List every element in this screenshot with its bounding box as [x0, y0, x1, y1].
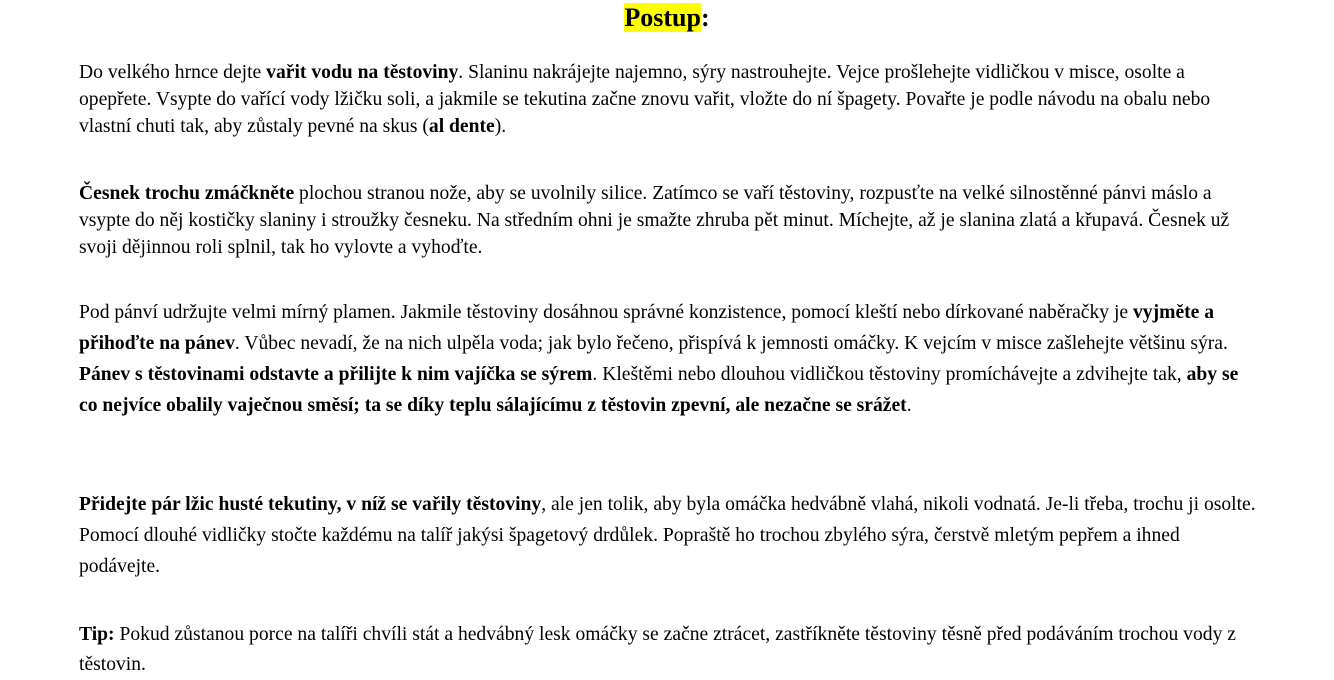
text-segment: ).: [494, 116, 507, 137]
text-segment: . Slaninu nakrájejte najemno, sýry nastrouhejte. Vejce prošlehejte vidličkou v misce, osolte a opepřete. Vsypte do vařící vody lžičku soli, a jakmile se tekutina začne znovu vařit, vložte do ní špagety. Povařte je podle návodu na obalu nebo vlastní chuti tak, aby zůstaly pevné na skus (: [79, 62, 1211, 137]
heading-title-highlight: Postup: [624, 3, 701, 32]
text-segment-bold: vyjměte a přihoďte na pánev: [79, 302, 1215, 354]
text-segment-bold: al dente: [428, 116, 495, 137]
text-segment: . Vůbec nevadí, že na nich ulpěla voda; jak bylo řečeno, přispívá k jemnosti omáčky. K vejcím v misce zašlehejte většinu sýra.: [234, 333, 1228, 354]
text-segment: Do velkého hrnce dejte: [79, 62, 267, 83]
paragraph-combining: [79, 297, 1259, 421]
text-segment: plochou stranou nože, aby se uvolnily silice. Zatímco se vaří těstoviny, rozpusťte na velké silnostěnné pánvi máslo a vsypte do něj kostičky slaniny i stroužky česneku. Na středním ohni je smažte zhruba pět minut. Míchejte, až je slanina zlatá a křupavá. Česnek už svoji dějinnou roli splnil, tak ho vylovte a vyhoďte.: [79, 183, 1230, 258]
text-segment: Pokud zůstanou porce na talíři chvíli stát a hedvábný lesk omáčky se začne ztrácet, zastříkněte těstoviny těsně před podáváním trochou vody z těstovin.: [79, 624, 1236, 675]
text-segment-bold: Česnek trochu zmáčkněte: [79, 183, 295, 204]
text-segment: , ale jen tolik, aby byla omáčka hedvábně vlahá, nikoli vodnatá. Je-li třeba, trochu ji osolte. Pomocí dlouhé vidličky stočte každému na talíř jakýsi špagetový drdůlek. Popraště ho trochou zbylého sýra, čerstvě mletým pepřem a ihned podávejte.: [79, 494, 1256, 577]
paragraph-garlic-bacon: [79, 180, 1259, 261]
paragraph-serving: [79, 489, 1259, 582]
text-segment-bold: Pánev s těstovinami odstavte a přilijte k nim vajíčka se sýrem: [79, 364, 593, 385]
text-segment: . Kleštěmi nebo dlouhou vidličkou těstoviny promíchávejte a zdvihejte tak,: [592, 364, 1187, 385]
tip-label: Tip:: [79, 624, 115, 645]
text-segment-bold: aby se co nejvíce obalily vaječnou směsí; ta se díky teplu sálajícímu z těstovin zpevní, ale nezačne se srážet: [79, 364, 1239, 416]
page-heading: [0, 0, 1334, 36]
text-segment: Pod pánví udržujte velmi mírný plamen. Jakmile těstoviny dosáhnou správné konzistence, pomocí kleští nebo dírkované naběračky je: [79, 302, 1133, 323]
text-segment: .: [906, 395, 912, 416]
heading-colon: :: [700, 3, 710, 32]
text-segment-bold: Přidejte pár lžic husté tekutiny, v níž se vařily těstoviny: [79, 494, 542, 515]
paragraph-cooking-pasta: [79, 59, 1259, 140]
paragraph-tip: [79, 620, 1259, 680]
text-segment-bold: vařit vodu na těstoviny: [266, 62, 459, 83]
